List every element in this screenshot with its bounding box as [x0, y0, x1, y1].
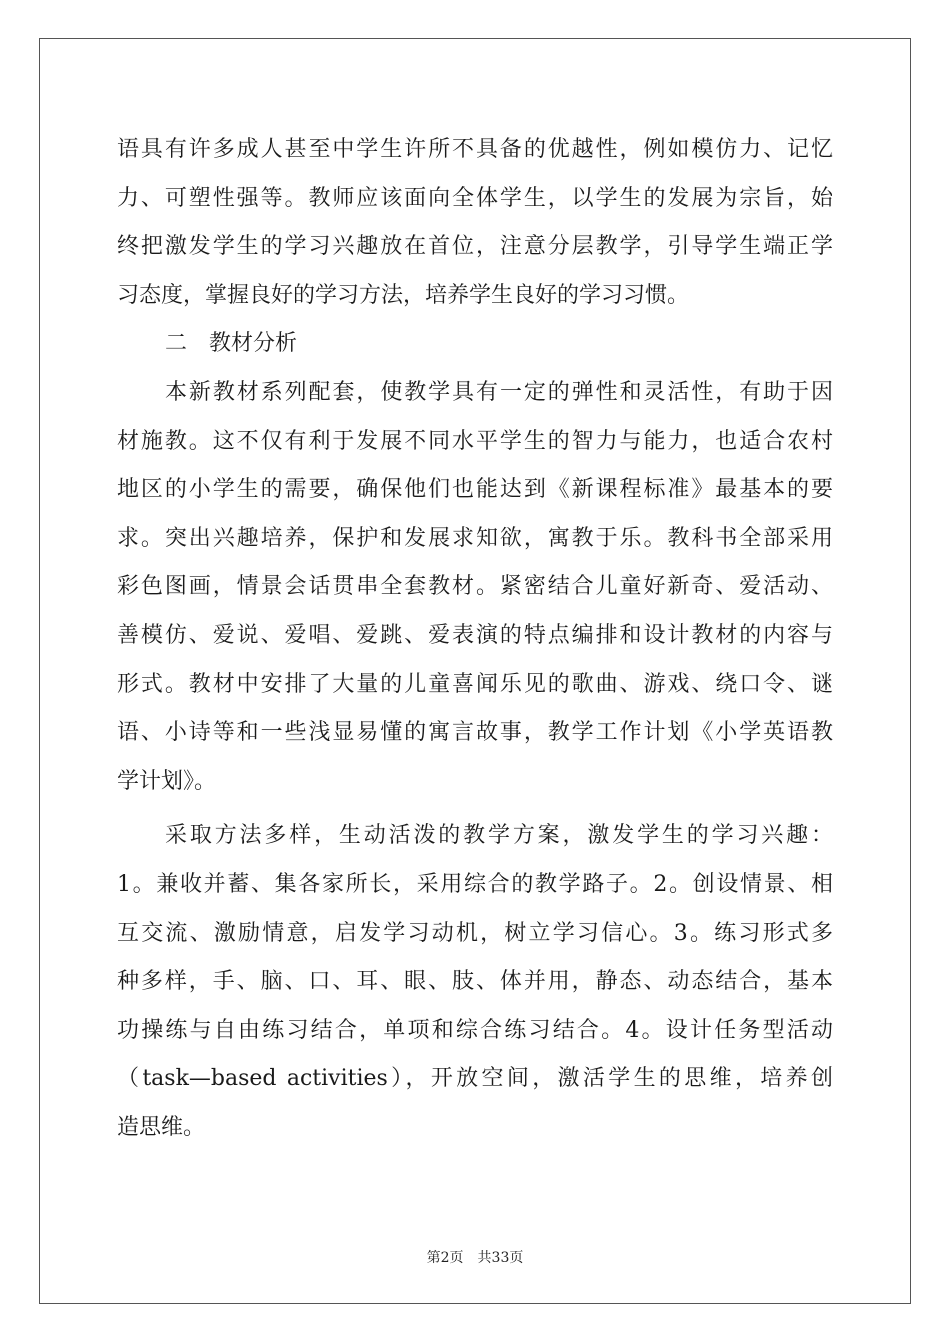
page-number-footer: 第2页 共33页 — [426, 1250, 524, 1266]
document-body — [117, 126, 833, 1152]
text-line: 善模仿、爱说、爱唱、爱跳、爱表演的特点编排和设计教材的内容与 — [117, 622, 833, 648]
text-line: 学计划》。 — [117, 768, 217, 794]
text-line: 力、可塑性强等。教师应该面向全体学生，以学生的发展为宗旨，始 — [117, 185, 833, 211]
text-line: 功操练与自由练习结合，单项和综合练习结合。4。设计任务型活动 — [117, 1017, 833, 1043]
text-line: 材施教。这不仅有利于发展不同水平学生的智力与能力，也适合农村 — [117, 428, 833, 454]
text-line: 互交流、激励情意，启发学习动机，树立学习信心。3。练习形式多 — [117, 920, 833, 946]
text-line: 种多样，手、脑、口、耳、眼、肢、体并用，静态、动态结合，基本 — [117, 969, 833, 995]
text-line: 本新教材系列配套，使教学具有一定的弹性和灵活性，有助于因 — [165, 379, 833, 405]
text-line: 终把激发学生的学习兴趣放在首位，注意分层教学，引导学生端正学 — [117, 234, 833, 260]
section-heading: 二 教材分析 — [165, 331, 298, 357]
text-line: 地区的小学生的需要，确保他们也能达到《新课程标准》最基本的要 — [117, 477, 833, 503]
text-line: 形式。教材中安排了大量的儿童喜闻乐见的歌曲、游戏、绕口令、谜 — [117, 671, 833, 697]
text-line: 语具有许多成人甚至中学生许所不具备的优越性，例如模仿力、记忆 — [117, 137, 833, 162]
text-line: 求。突出兴趣培养，保护和发展求知欲，寓教于乐。教科书全部采用 — [117, 525, 833, 551]
text-line: （task—based activities），开放空间，激活学生的思维，培养创 — [117, 1066, 833, 1092]
text-line: 造思维。 — [117, 1114, 206, 1140]
text-line: 彩色图画，情景会话贯串全套教材。紧密结合儿童好新奇、爱活动、 — [117, 574, 833, 600]
text-line: 习态度，掌握良好的学习方法，培养学生良好的学习习惯。 — [117, 282, 690, 308]
text-line: 采取方法多样，生动活泼的教学方案，激发学生的学习兴趣： — [165, 823, 833, 849]
text-line: 1。兼收并蓄、集各家所长，采用综合的教学路子。2。创设情景、相 — [117, 871, 833, 897]
text-line: 语、小诗等和一些浅显易懂的寓言故事，教学工作计划《小学英语教 — [117, 720, 833, 746]
